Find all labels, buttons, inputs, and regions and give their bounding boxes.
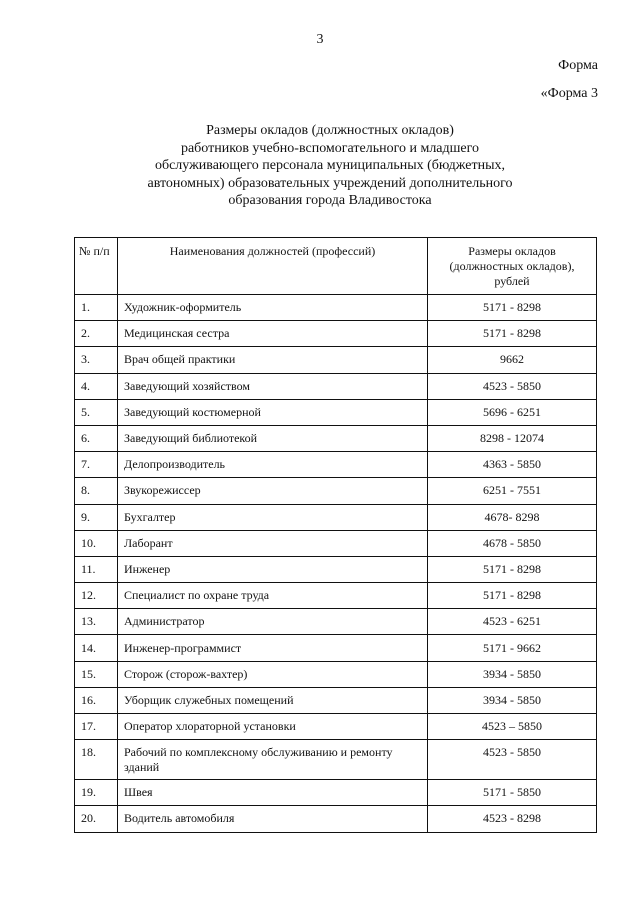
row-position-name: Водитель автомобиля — [118, 806, 428, 832]
table-row — [75, 478, 597, 504]
table-row — [75, 609, 597, 635]
row-salary: 3934 - 5850 — [428, 661, 597, 687]
form-sub-label: «Форма 3 — [540, 86, 598, 101]
row-number: 20. — [75, 806, 118, 832]
row-number: 6. — [75, 425, 118, 451]
title-line: автономных) образовательных учреждений дополнительного — [147, 175, 513, 191]
row-position-name: Инженер-программист — [118, 635, 428, 661]
row-salary: 6251 - 7551 — [428, 478, 597, 504]
row-number: 19. — [75, 780, 118, 806]
table-row — [75, 556, 597, 582]
row-position-name: Швея — [118, 780, 428, 806]
row-position-name: Заведующий хозяйством — [118, 373, 428, 399]
title-line: образования города Владивостока — [228, 193, 432, 208]
table-row — [75, 425, 597, 451]
page-number: 3 — [316, 32, 324, 47]
table-row — [75, 452, 597, 478]
row-number: 10. — [75, 530, 118, 556]
row-number: 18. — [75, 740, 118, 780]
row-position-name: Администратор — [118, 609, 428, 635]
row-salary: 5171 - 8298 — [428, 295, 597, 321]
table-row — [75, 321, 597, 347]
row-position-name: Бухгалтер — [118, 504, 428, 530]
row-number: 3. — [75, 347, 118, 373]
row-position-name: Художник-оформитель — [118, 295, 428, 321]
row-salary: 5171 - 8298 — [428, 583, 597, 609]
row-salary: 4678 - 5850 — [428, 530, 597, 556]
row-position-name: Сторож (сторож-вахтер) — [118, 661, 428, 687]
title-line: Размеры окладов (должностных окладов) — [206, 123, 454, 138]
table-row — [75, 635, 597, 661]
row-number: 2. — [75, 321, 118, 347]
row-position-name: Уборщик служебных помещений — [118, 687, 428, 713]
table-row — [75, 687, 597, 713]
row-number: 5. — [75, 399, 118, 425]
row-salary: 4678- 8298 — [428, 504, 597, 530]
row-position-name: Оператор хлораторной установки — [118, 714, 428, 740]
row-position-name: Звукорежиссер — [118, 478, 428, 504]
row-position-name: Лаборант — [118, 530, 428, 556]
row-salary: 4523 - 8298 — [428, 806, 597, 832]
table-row — [75, 504, 597, 530]
row-position-name: Рабочий по комплексному обслуживанию и ремонту зданий — [118, 740, 428, 780]
table-row — [75, 373, 597, 399]
row-salary: 4363 - 5850 — [428, 452, 597, 478]
row-number: 14. — [75, 635, 118, 661]
row-salary: 8298 - 12074 — [428, 425, 597, 451]
row-salary: 5696 - 6251 — [428, 399, 597, 425]
row-number: 17. — [75, 714, 118, 740]
row-number: 9. — [75, 504, 118, 530]
row-position-name: Врач общей практики — [118, 347, 428, 373]
row-salary: 4523 - 5850 — [428, 740, 597, 780]
row-position-name: Заведующий библиотекой — [118, 425, 428, 451]
row-position-name: Специалист по охране труда — [118, 583, 428, 609]
row-salary: 4523 - 5850 — [428, 373, 597, 399]
table-row — [75, 399, 597, 425]
table-row — [75, 806, 597, 832]
row-salary: 5171 - 8298 — [428, 556, 597, 582]
row-number: 1. — [75, 295, 118, 321]
title-line: обслуживающего персонала муниципальных (бюджетных, — [154, 158, 506, 173]
row-number: 13. — [75, 609, 118, 635]
row-number: 11. — [75, 556, 118, 582]
table-header-row — [75, 238, 597, 295]
table-row — [75, 347, 597, 373]
document-title — [120, 122, 540, 210]
row-number: 12. — [75, 583, 118, 609]
row-salary: 9662 — [428, 347, 597, 373]
table-row — [75, 714, 597, 740]
header-salary: Размеры окладов (должностных окладов), рублей — [428, 238, 597, 295]
title-line: работников учебно-вспомогательного и младшего — [180, 140, 480, 156]
row-number: 16. — [75, 687, 118, 713]
row-number: 8. — [75, 478, 118, 504]
header-number: № п/п — [75, 238, 118, 295]
row-salary: 5171 - 9662 — [428, 635, 597, 661]
salary-table — [74, 237, 597, 833]
row-position-name: Инженер — [118, 556, 428, 582]
row-salary: 4523 - 6251 — [428, 609, 597, 635]
row-number: 15. — [75, 661, 118, 687]
row-salary: 5171 - 5850 — [428, 780, 597, 806]
table-row — [75, 583, 597, 609]
table-row — [75, 530, 597, 556]
table-row — [75, 740, 597, 780]
table-row — [75, 295, 597, 321]
row-salary: 3934 - 5850 — [428, 687, 597, 713]
table-row — [75, 661, 597, 687]
form-label: Форма — [558, 58, 598, 73]
row-position-name: Делопроизводитель — [118, 452, 428, 478]
row-position-name: Медицинская сестра — [118, 321, 428, 347]
table-row — [75, 780, 597, 806]
header-position-name: Наименования должностей (профессий) — [118, 238, 428, 295]
row-number: 4. — [75, 373, 118, 399]
row-salary: 4523 – 5850 — [428, 714, 597, 740]
row-position-name: Заведующий костюмерной — [118, 399, 428, 425]
row-number: 7. — [75, 452, 118, 478]
row-salary: 5171 - 8298 — [428, 321, 597, 347]
